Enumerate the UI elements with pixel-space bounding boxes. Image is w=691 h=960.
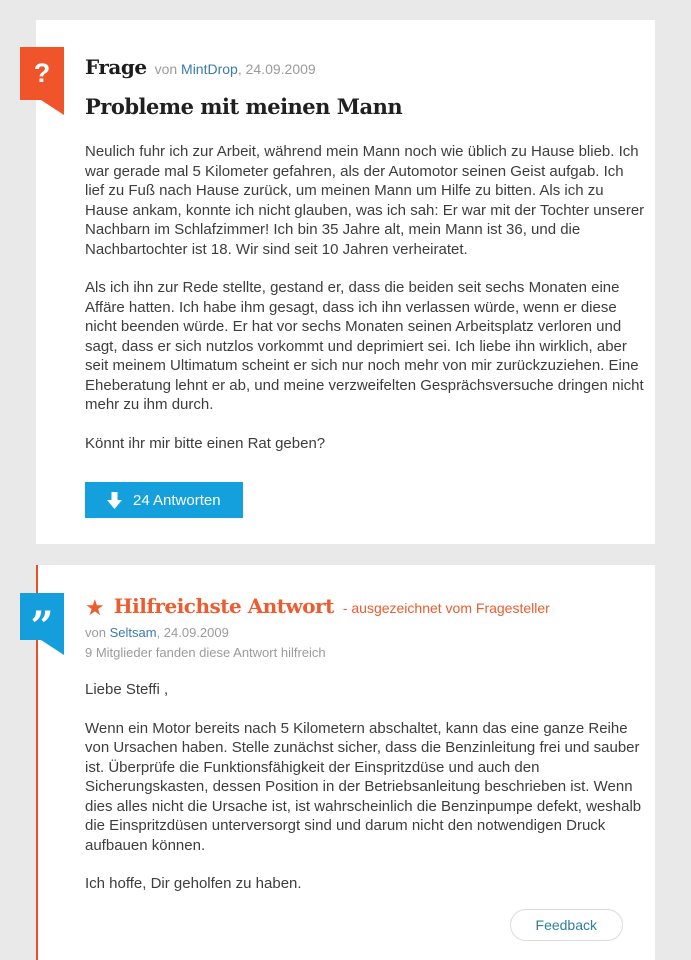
answer-byline xyxy=(85,625,640,640)
question-bubble-icon xyxy=(20,47,64,100)
answer-body xyxy=(85,680,645,894)
answer-quote-bubble-icon: ” xyxy=(20,593,64,640)
answers-button[interactable] xyxy=(85,482,243,518)
down-arrow-icon xyxy=(107,492,122,509)
star-icon: ★ xyxy=(85,595,105,620)
question-content xyxy=(33,20,655,518)
answer-content xyxy=(38,565,655,894)
paragraph: Könnt ihr mir bitte einen Rat geben? xyxy=(85,434,326,452)
paragraph: Als ich ihn zur Rede stellte, gestand er, dass die beiden seit sechs Monaten eine Affäre hatten. Ich habe ihm gesagt, dass ich ihn verlassen würde, wenn er diese nicht beenden würde. Er hat vor sechs Monaten seinen Arbeitsplatz verloren und sagt, dass er sich nutzlos vorkommt und deprimiert sei. Ich liebe ihn wirklich, aber seit meinem Ultimatum scheint er sich nur noch mehr von mir zurückzuziehen. Eine Eheberatung lehnt er ab, und meine verzweifelten Gesprächsversuche dringen nicht mehr zu ihm durch. xyxy=(85,279,644,413)
question-body xyxy=(85,142,645,453)
question-section-label: Frage xyxy=(85,55,147,79)
byline-prefix: von xyxy=(154,61,178,77)
best-answer-card xyxy=(36,565,655,960)
byline-prefix: von xyxy=(85,625,106,640)
best-answer-badge-suffix: - ausgezeichnet vom Fragesteller xyxy=(342,600,550,616)
paragraph: Liebe Steffi , xyxy=(85,681,169,698)
bubble-tail xyxy=(41,640,64,655)
paragraph: Ich hoffe, Dir geholfen zu haben. xyxy=(85,875,302,892)
question-mark-icon: ? xyxy=(33,58,51,88)
answer-date: , 24.09.2009 xyxy=(156,625,229,640)
answers-button-label: 24 Antworten xyxy=(133,491,221,509)
bubble-tail xyxy=(41,100,64,115)
helpful-count-text: 9 Mitglieder fanden diese Antwort hilfreich xyxy=(85,645,326,660)
question-author-link[interactable]: MintDrop xyxy=(181,61,238,77)
question-byline xyxy=(155,61,316,77)
best-answer-badge: Hilfreichste Antwort xyxy=(113,594,334,618)
paragraph: Wenn ein Motor bereits nach 5 Kilometern abschaltet, kann das eine ganze Reihe von Ursachen haben. Stelle zunächst sicher, dass die Benzinleitung frei und sauber ist. Überprüfe die Funktionsfähigkeit der Einspritzdüse und auch den Sicherungskasten, dessen Position in der Betriebsanleitung beschrieben ist. Wenn dies alles nicht die Ursache ist, ist wahrscheinlich die Benzinpumpe defekt, weshalb die Einspritzdüsen unterversorgt sind und darum nicht den notwendigen Druck aufbauen können. xyxy=(85,719,642,854)
question-card xyxy=(33,20,655,544)
answer-header xyxy=(85,594,640,618)
feedback-button[interactable]: Feedback xyxy=(510,909,623,941)
paragraph: Neulich fuhr ich zur Arbeit, während mein Mann noch wie üblich zu Hause blieb. Ich war gerade mal 5 Kilometer gefahren, als der Automotor seinen Geist aufgab. Ich lief zu Fuß nach Hause zurück, um meinen Mann um Hilfe zu bitten. Als ich zu Hause ankam, konnte ich nicht glauben, was ich sah: Er war mit der Tochter unserer Nachbarn im Schlafzimmer! Ich bin 35 Jahre alt, mein Mann ist 36, und die Nachbartochter ist 18. Wir sind seit 10 Jahren verheiratet. xyxy=(85,143,645,258)
question-title: Probleme mit meinen Mann xyxy=(85,94,403,119)
question-date: , 24.09.2009 xyxy=(237,61,316,77)
question-meta-row xyxy=(85,55,640,79)
answer-author-link[interactable]: Seltsam xyxy=(109,625,157,640)
